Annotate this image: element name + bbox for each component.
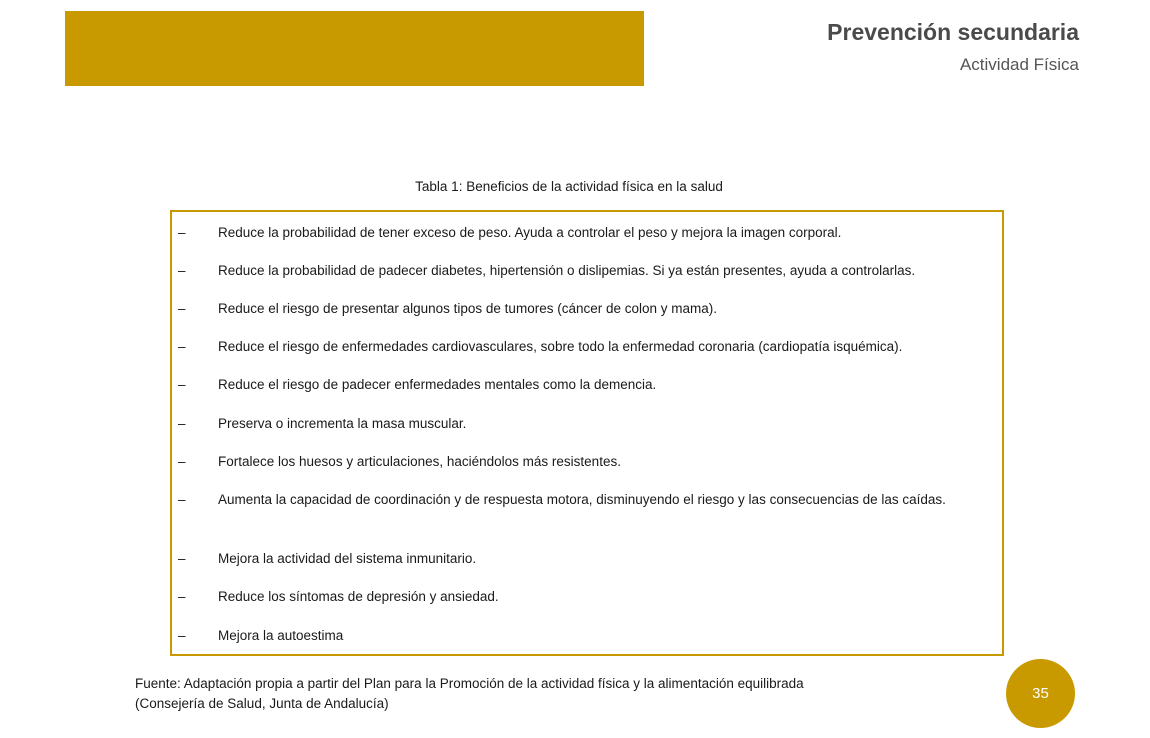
dash-bullet: – xyxy=(178,263,186,278)
list-item-text: Reduce la probabilidad de padecer diabetes, hipertensión o dislipemias. Si ya están presentes, ayuda a controlarlas. xyxy=(218,263,916,278)
list-item-text: Preserva o incrementa la masa muscular. xyxy=(218,416,467,431)
dash-bullet: – xyxy=(178,377,186,392)
header-accent-bar xyxy=(65,11,644,86)
dash-bullet: – xyxy=(178,454,186,469)
dash-bullet: – xyxy=(178,339,186,354)
list-item-text: Reduce los síntomas de depresión y ansiedad. xyxy=(218,589,499,604)
dash-bullet: – xyxy=(178,551,186,566)
list-item-text: Reduce el riesgo de padecer enfermedades mentales como la demencia. xyxy=(218,377,657,392)
page-title: Prevención secundaria xyxy=(827,19,1079,45)
dash-bullet: – xyxy=(178,301,186,316)
list-item-text: Aumenta la capacidad de coordinación y de respuesta motora, disminuyendo el riesgo y las consecuencias de las caídas. xyxy=(218,492,946,507)
list-item-text: Mejora la actividad del sistema inmunitario. xyxy=(218,551,477,566)
page-number-badge xyxy=(1006,659,1075,728)
dash-bullet: – xyxy=(178,492,186,507)
source-line: (Consejería de Salud, Junta de Andalucía) xyxy=(135,696,389,711)
list-item-text: Reduce el riesgo de enfermedades cardiovasculares, sobre todo la enfermedad coronaria (cardiopatía isquémica). xyxy=(218,339,903,354)
dash-bullet: – xyxy=(178,589,186,604)
list-item-text: Mejora la autoestima xyxy=(218,628,344,643)
table-caption: Tabla 1: Beneficios de la actividad física en la salud xyxy=(415,179,723,194)
page-subtitle: Actividad Física xyxy=(959,55,1079,74)
benefits-table xyxy=(170,210,1004,656)
list-item-text: Fortalece los huesos y articulaciones, haciéndolos más resistentes. xyxy=(218,454,621,469)
dash-bullet: – xyxy=(178,225,186,240)
source-line: Fuente: Adaptación propia a partir del Plan para la Promoción de la actividad física y la alimentación equilibrada xyxy=(135,676,804,691)
page-number: 35 xyxy=(1032,685,1049,702)
dash-bullet: – xyxy=(178,416,186,431)
list-item-text: Reduce la probabilidad de tener exceso de peso. Ayuda a controlar el peso y mejora la imagen corporal. xyxy=(218,225,842,240)
source-note xyxy=(135,674,935,714)
dash-bullet: – xyxy=(178,628,186,643)
list-item-text: Reduce el riesgo de presentar algunos tipos de tumores (cáncer de colon y mama). xyxy=(218,301,718,316)
